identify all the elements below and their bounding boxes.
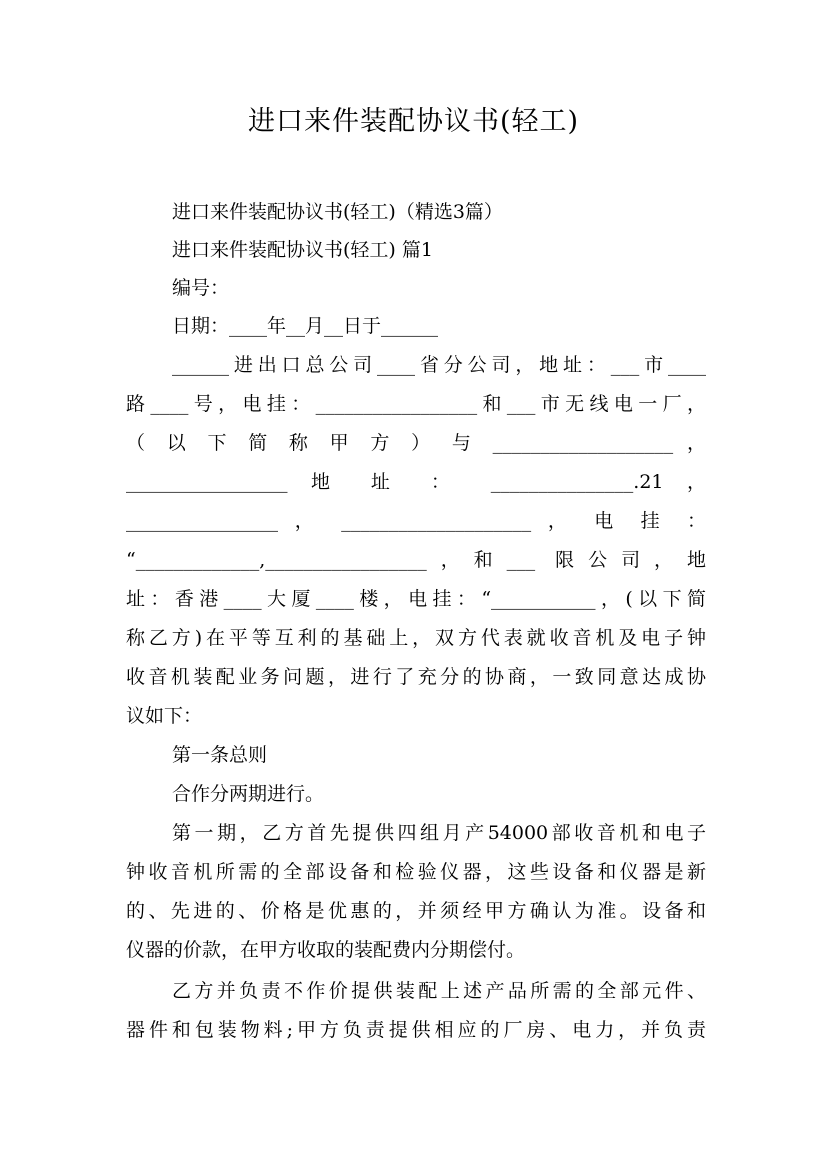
- paragraph-line: ______进出口总公司____省分公司，地址：___市____: [172, 354, 706, 376]
- paragraph-line: 议如下：: [126, 705, 203, 727]
- paragraph-line: （ 以 下 简 称 甲 方 ） 与 ___________________ ，: [126, 432, 706, 454]
- paragraph-line: 合作分两期进行。: [172, 783, 325, 805]
- paragraph-line: 称乙方)在平等互利的基础上，双方代表就收音机及电子钟: [126, 627, 706, 649]
- doc-number-label: 编号：: [172, 277, 230, 299]
- paragraph-line: ________________ ， ____________________ ， 电 挂 ：: [126, 510, 706, 532]
- doc-date-line: 日期：____年__月__日于______: [172, 315, 439, 337]
- section-heading: 进口来件装配协议书(轻工) 篇1: [172, 239, 433, 261]
- paragraph-line: 仪器的价款，在甲方收取的装配费内分期偿付。: [126, 939, 526, 961]
- doc-subtitle: 进口来件装配协议书(轻工)（精选3篇）: [172, 201, 503, 223]
- paragraph-line: 路____号，电挂：_________________和___市无线电一厂，: [126, 393, 706, 415]
- article-heading: 第一条总则: [172, 744, 268, 766]
- paragraph-line: “_____________,_________________，和___ 限公司，地: [126, 549, 706, 571]
- document-title: 进口来件装配协议书(轻工): [247, 106, 580, 137]
- paragraph-line: 址：香港____大厦____楼，电挂：“___________，(以下简: [126, 588, 706, 610]
- paragraph-line: _________________ 地 址 ： _______________.21 ，: [126, 471, 706, 493]
- paragraph-line: 收音机装配业务问题，进行了充分的协商，一致同意达成协: [126, 666, 706, 688]
- paragraph-line: 第一期，乙方首先提供四组月产54000部收音机和电子: [172, 822, 706, 844]
- paragraph-line: 钟收音机所需的全部设备和检验仪器，这些设备和仪器是新: [126, 861, 706, 883]
- paragraph-line: 乙方并负责不作价提供装配上述产品所需的全部元件、: [172, 980, 706, 1002]
- paragraph-line: 器件和包装物料;甲方负责提供相应的厂房、电力，并负责: [126, 1019, 706, 1041]
- paragraph-line: 的、先进的、价格是优惠的，并须经甲方确认为准。设备和: [126, 900, 706, 922]
